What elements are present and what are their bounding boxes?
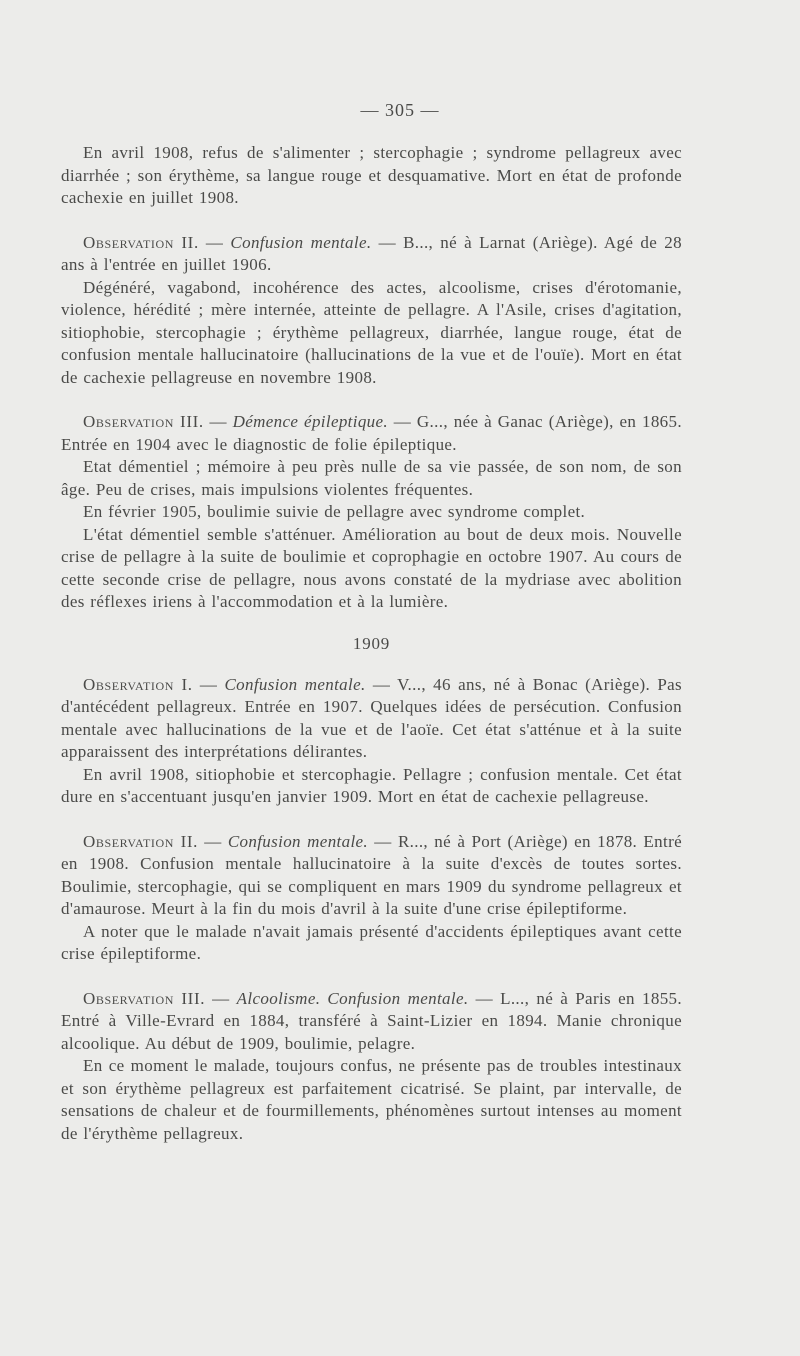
observation-label: Observation III.: [83, 988, 206, 1008]
observation-label: Observation II.: [83, 831, 198, 851]
observation-1908-3-p4: L'état démentiel semble s'atténuer. Amélioration au bout de deux mois. Nouvelle crise de pellagre à la suite de boulimie et coprophagie en octobre 1907. Au cours de cette seconde crise de pellagre, nous avons constaté de la mydriase avec abolition des réflexes iriens à l'accommodation et à la lumière.: [61, 524, 682, 611]
observation-text: L..., né à Paris en 1855. Entré à Ville-Evrard en 1884, transféré à Saint-Lizier en 1894. Manie chronique alcoolique. Au début de 1909, boulimie, pelagre.: [61, 988, 682, 1053]
observation-1909-3: [61, 988, 682, 1056]
observation-label: Observation I.: [83, 674, 193, 694]
dash: —: [203, 412, 233, 431]
observation-text: B..., né à Larnat (Ariège). Agé de 28 ans à l'entrée en juillet 1906.: [61, 232, 682, 274]
dash: —: [368, 831, 398, 851]
observation-1908-3-p2: Etat démentiel ; mémoire à peu près nulle de sa vie passée, de son nom, de son âge. Peu de crises, mais impulsions violentes fréquentes.: [61, 457, 682, 499]
dash: —: [197, 831, 228, 851]
observation-1909-2-p2: A noter que le malade n'avait jamais présenté d'accidents épileptiques avant cette crise épileptiforme.: [61, 921, 682, 963]
observation-text: V..., 46 ans, né à Bonac (Ariège). Pas d'antécédent pellagreux. Entrée en 1907. Quelques idées de persécution. Confusion mentale avec hallucinations de la vue et de l'aoïe. Cet état s'atténue et à la suite apparaissent des interprétations délirantes.: [61, 674, 682, 761]
observation-title: Démence épileptique.: [232, 412, 389, 431]
observation-1908-2: [61, 232, 682, 277]
observation-title: Confusion mentale.: [227, 831, 369, 851]
dash: —: [388, 412, 417, 431]
body-text: [61, 142, 682, 1145]
observation-1909-2: [61, 831, 682, 921]
observation-1909-1-p2: En avril 1908, sitiophobie et stercophagie. Pellagre ; confusion mentale. Cet état dure en s'accentuant jusqu'en janvier 1909. Mort en état de cachexie pellagreuse.: [61, 764, 682, 806]
observation-1909-3-p2: En ce moment le malade, toujours confus, ne présente pas de troubles intestinaux et son érythème pellagreux est parfaitement cicatrisé. Se plaint, par intervalle, de sensations de chaleur et de fourmillements, phénomènes surtout intenses au moment de l'érythème pellagreux.: [61, 1056, 682, 1143]
observation-1909-1: [61, 674, 682, 764]
observation-label: Observation II.: [83, 232, 199, 252]
dash: —: [365, 674, 398, 694]
observation-title: Alcoolisme. Confusion mentale.: [236, 988, 469, 1008]
observation-title: Confusion mentale.: [224, 674, 366, 694]
observation-label: Observation III.: [83, 412, 204, 431]
page-number: — 305 —: [360, 100, 440, 120]
observation-text: G..., née à Ganac (Ariège), en 1865. Entrée en 1904 avec le diagnostic de folie épileptique.: [61, 412, 682, 454]
observation-1908-3: [61, 411, 682, 456]
intro-paragraph: En avril 1908, refus de s'alimenter ; stercophagie ; syndrome pellagreux avec diarrhée ; son érythème, sa langue rouge et desquamative. Mort en état de profonde cachexie en juillet 1908.: [61, 143, 682, 207]
observation-title: Confusion mentale.: [230, 232, 372, 252]
dash: —: [468, 988, 501, 1008]
dash: —: [371, 232, 404, 252]
dash: —: [205, 988, 237, 1008]
year-heading: 1909: [352, 633, 391, 653]
dash: —: [192, 674, 225, 694]
observation-1908-3-p3: En février 1905, boulimie suivie de pellagre avec syndrome complet.: [83, 502, 586, 521]
observation-text: R..., né à Port (Ariège) en 1878. Entré en 1908. Confusion mentale hallucinatoire à la suite d'excès de toutes sortes. Boulimie, stercophagie, qui se compliquent en mars 1909 du syndrome pellagreux et d'amaurose. Meurt à la fin du mois d'avril à la suite d'une crise épileptiforme.: [61, 831, 682, 918]
observation-1908-2-p2: Dégénéré, vagabond, incohérence des actes, alcoolisme, crises d'érotomanie, violence, hérédité ; mère internée, atteinte de pellagre. A l'Asile, crises d'agitation, sitiophobie, stercophagie ; érythème pellagreux, diarrhée, langue rouge, état de confusion mentale hallucinatoire (hallucinations de la vue et de l'ouïe). Mort en état de cachexie pellagreuse en novembre 1908.: [61, 277, 682, 387]
dash: —: [198, 232, 231, 252]
